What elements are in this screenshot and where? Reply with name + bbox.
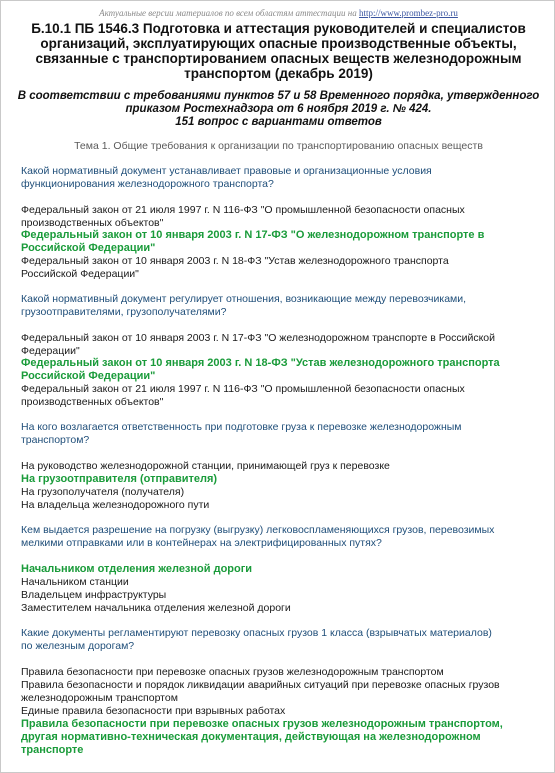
answer-text: другая нормативно-техническая документация, действующая на железнодорожном <box>21 731 481 743</box>
answer-text: Правила безопасности при перевозке опасных грузов железнодорожным транспортом, <box>21 718 503 730</box>
question-1 <box>21 165 531 191</box>
answer-1-1 <box>21 204 535 230</box>
answer-text: Федеральный закон от 10 января 2003 г. N 18-ФЗ "Устав железнодорожного транспорта <box>21 357 500 369</box>
document-subtitle <box>17 90 540 129</box>
title-line-4: транспортом (декабрь 2019) <box>184 66 373 81</box>
subtitle-line-1: В соответствии с требованиями пунктов 57 и 58 Временного порядка, утвержденного <box>17 90 540 102</box>
answer-text: железнодорожным транспортом <box>21 692 178 704</box>
site-link[interactable]: http://www.prombez-pro.ru <box>358 8 458 18</box>
answer-text: Российской Федерации" <box>21 268 139 280</box>
answer-text: производственных объектов" <box>21 217 164 229</box>
top-note-text: Актуальные версии материалов по всем областям аттестации на <box>99 8 357 18</box>
answer-1-2-correct <box>21 229 535 255</box>
question-text: Кем выдается разрешение на погрузку (выгрузку) легковоспламеняющихся грузов, перевозимых <box>21 524 495 536</box>
answer-3-4: На владельца железнодорожного пути <box>21 499 210 511</box>
answer-5-2 <box>21 679 535 705</box>
answer-text: Федерации" <box>21 345 80 357</box>
answer-2-2-correct <box>21 357 535 383</box>
answer-text: производственных объектов" <box>21 396 164 408</box>
answer-4-1-correct: Начальником отделения железной дороги <box>21 563 253 575</box>
question-5 <box>21 627 531 653</box>
question-text: Какой нормативный документ устанавливает правовые и организационные условия <box>21 165 432 177</box>
question-text: по железным дорогам? <box>21 640 135 652</box>
answer-5-3: Единые правила безопасности при взрывных работах <box>21 705 286 717</box>
top-note <box>1 8 555 18</box>
title-line-2: организаций, эксплуатирующих опасные производственные объекты, <box>40 36 517 51</box>
answer-1-3 <box>21 255 535 281</box>
question-text: функционирования железнодорожного транспорта? <box>21 178 274 190</box>
document-title <box>17 21 540 81</box>
subtitle-line-2: приказом Ростехнадзора от 6 ноября 2019 г. № 424. <box>125 103 432 115</box>
answer-text: Российской Федерации" <box>21 370 156 382</box>
section-heading: Тема 1. Общие требования к организации по транспортированию опасных веществ <box>74 140 483 152</box>
question-text: транспортом? <box>21 434 90 446</box>
answer-2-1 <box>21 332 535 358</box>
question-4 <box>21 524 531 550</box>
answer-text: Федеральный закон от 21 июля 1997 г. N 116-ФЗ "О промышленной безопасности опасных <box>21 383 465 395</box>
question-text: Какие документы регламентируют перевозку опасных грузов 1 класса (взрывчатых материалов) <box>21 627 492 639</box>
answer-text: транспорте <box>21 744 84 756</box>
answer-text: Российской Федерации" <box>21 242 156 254</box>
answer-text: Правила безопасности и порядок ликвидации аварийных ситуаций при перевозке опасных грузов <box>21 679 500 691</box>
title-line-3: связанные с транспортированием опасных веществ железнодорожным <box>35 51 522 66</box>
answer-4-2: Начальником станции <box>21 576 129 588</box>
answer-text: Федеральный закон от 21 июля 1997 г. N 116-ФЗ "О промышленной безопасности опасных <box>21 204 465 216</box>
answer-3-2-correct: На грузоотправителя (отправителя) <box>21 473 218 485</box>
answer-5-4-correct <box>21 718 535 757</box>
question-2 <box>21 293 531 319</box>
answer-5-1: Правила безопасности при перевозке опасных грузов железнодорожным транспортом <box>21 666 444 678</box>
question-text: мелкими отправками или в контейнерах на электрифицированных путях? <box>21 537 382 549</box>
answer-4-3: Владельцем инфраструктуры <box>21 589 167 601</box>
question-text: Какой нормативный документ регулирует отношения, возникающие между перевозчиками, <box>21 293 467 305</box>
question-3 <box>21 421 531 447</box>
question-text: На кого возлагается ответственность при подготовке груза к перевозке железнодорожным <box>21 421 462 433</box>
answer-3-3: На грузополучателя (получателя) <box>21 486 185 498</box>
answer-text: Федеральный закон от 10 января 2003 г. N 17-ФЗ "О железнодорожном транспорте в Российской <box>21 332 496 344</box>
answer-3-1: На руководство железнодорожной станции, принимающей груз к перевозке <box>21 460 390 472</box>
answer-2-3 <box>21 383 535 409</box>
subtitle-line-3: 151 вопрос с вариантами ответов <box>175 116 382 128</box>
answer-4-4: Заместителем начальника отделения железной дороги <box>21 602 291 614</box>
title-line-1: Б.10.1 ПБ 1546.3 Подготовка и аттестация руководителей и специалистов <box>31 21 526 36</box>
question-text: грузоотправителями, грузополучателями? <box>21 306 227 318</box>
answer-text: Федеральный закон от 10 января 2003 г. N 18-ФЗ "Устав железнодорожного транспорта <box>21 255 449 267</box>
answer-text: Федеральный закон от 10 января 2003 г. N 17-ФЗ "О железнодорожном транспорте в <box>21 229 485 241</box>
